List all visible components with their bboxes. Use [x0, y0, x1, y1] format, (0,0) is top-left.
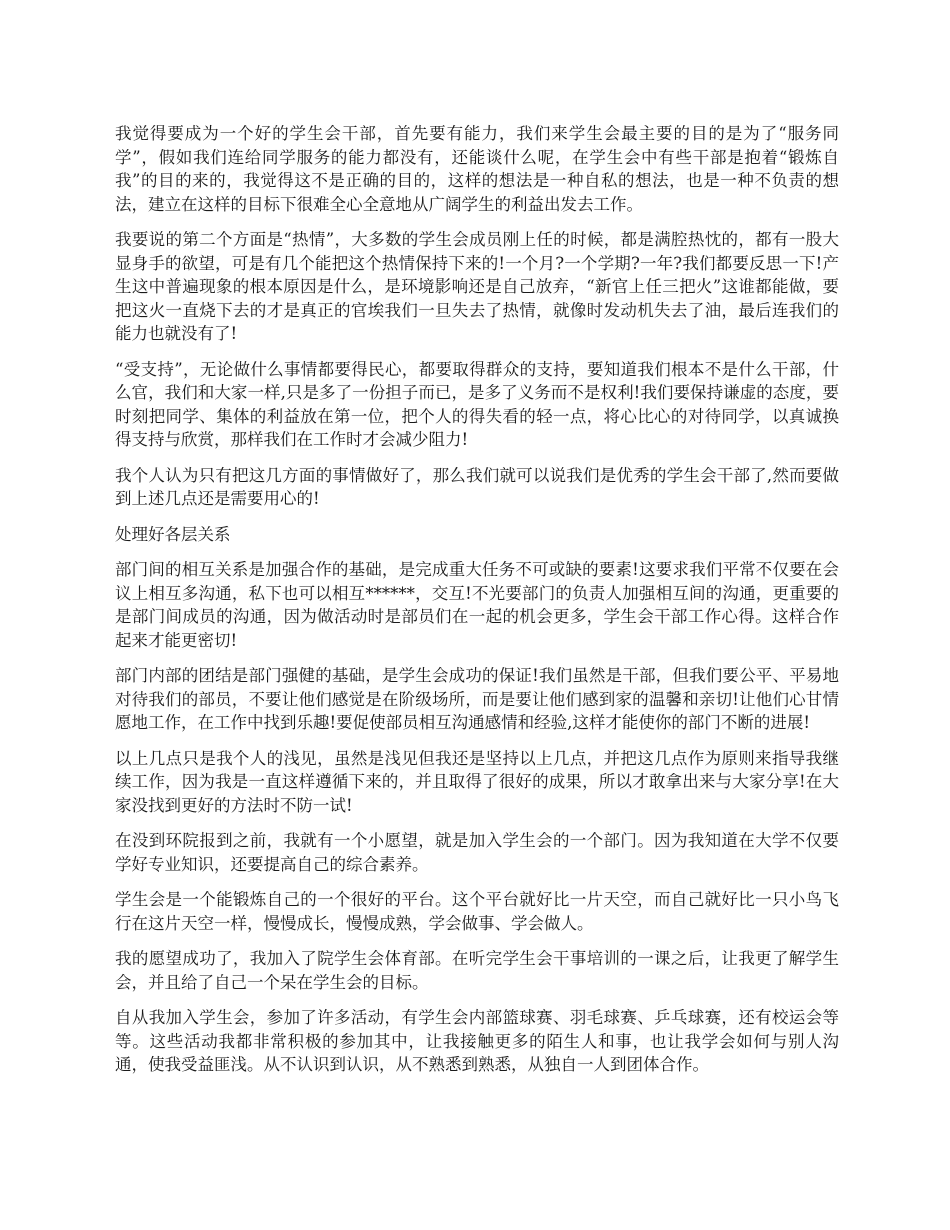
paragraph-11: 我的愿望成功了，我加入了院学生会体育部。在听完学生会干事培训的一课之后，让我更了解学生会，并且给了自己一个呆在学生会的目标。	[115, 949, 839, 992]
paragraph-4: 我个人认为只有把这几方面的事情做好了，那么我们就可以说我们是优秀的学生会干部了,然而要做到上述几点还是需要用心的!	[115, 465, 839, 508]
paragraph-8: 以上几点只是我个人的浅见，虽然是浅见但我还是坚持以上几点，并把这几点作为原则来指导我继续工作，因为我是一直这样遵循下来的，并且取得了很好的成果，所以才敢拿出来与大家分享!在大家没找到更好的方法时不防一试!	[115, 748, 839, 815]
document-page	[115, 122, 839, 1089]
paragraph-6: 部门间的相互关系是加强合作的基础，是完成重大任务不可或缺的要素!这要求我们平常不仅要在会议上相互多沟通，私下也可以相互******，交互!不光要部门的负责人加强相互间的沟通，更重要的是部门间成员的沟通，因为做活动时是部员们在一起的机会更多，学生会干部工作心得。这样合作起来才能更密切!	[115, 560, 839, 650]
paragraph-1: 我觉得要成为一个好的学生会干部，首先要有能力，我们来学生会最主要的目的是为了“服务同学”，假如我们连给同学服务的能力都没有，还能谈什么呢，在学生会中有些干部是抱着“锻炼自我”的目的来的，我觉得这不是正确的目的，这样的想法是一种自私的想法，也是一种不负责的想法，建立在这样的目标下很难全心全意地从广阔学生的利益出发去工作。	[115, 124, 839, 214]
section-heading: 处理好各层关系	[115, 524, 231, 544]
paragraph-2: 我要说的第二个方面是“热情”，大多数的学生会成员刚上任的时候，都是满腔热忱的，都有一股大显身手的欲望，可是有几个能把这个热情保持下来的!一个月?一个学期?一年?我们都要反思一下!产生这中普遍现象的根本原因是什么，是环境影响还是自己放弃，“新官上任三把火”这谁都能做，要把这火一直烧下去的才是真正的官埃我们一旦失去了热情，就像时发动机失去了油，最后连我们的能力也就没有了!	[115, 230, 839, 343]
paragraph-12: 自从我加入学生会，参加了许多活动，有学生会内部篮球赛、羽毛球赛、乒乓球赛，还有校运会等等。这些活动我都非常积极的参加其中，让我接触更多的陌生人和事，也让我学会如何与别人沟通，使我受益匪浅。从不认识到认识，从不熟悉到熟悉，从独自一人到团体合作。	[115, 1008, 839, 1074]
paragraph-10: 学生会是一个能锻炼自己的一个很好的平台。这个平台就好比一片天空，而自己就好比一只小鸟飞行在这片天空一样，慢慢成长，慢慢成熟，学会做事、学会做人。	[115, 890, 839, 933]
paragraph-7: 部门内部的团结是部门强健的基础，是学生会成功的保证!我们虽然是干部，但我们要公平、平易地对待我们的部员，不要让他们感觉是在阶级场所，而是要让他们感到家的温馨和亲切!让他们心甘情愿地工作，在工作中找到乐趣!要促使部员相互沟通感情和经验,这样才能使你的部门不断的进展!	[115, 666, 839, 732]
paragraph-9: 在没到环院报到之前，我就有一个小愿望，就是加入学生会的一个部门。因为我知道在大学不仅要学好专业知识，还要提高自己的综合素养。	[115, 831, 839, 874]
paragraph-3: “受支持”，无论做什么事情都要得民心，都要取得群众的支持，要知道我们根本不是什么干部，什么官，我们和大家一样,只是多了一份担子而已，是多了义务而不是权利!我们要保持谦虚的态度，要时刻把同学、集体的利益放在第一位，把个人的得失看的轻一点，将心比心的对待同学，以真诚换得支持与欣赏，那样我们在工作时才会减少阻力!	[115, 359, 839, 449]
